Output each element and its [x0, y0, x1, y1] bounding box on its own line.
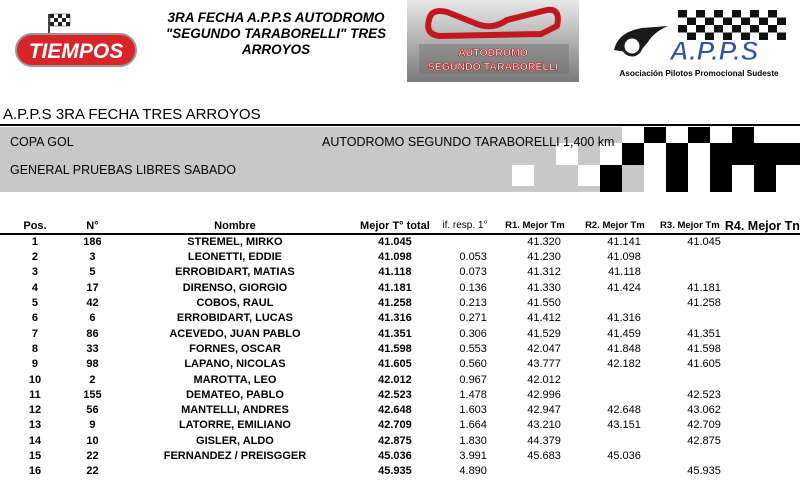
cell-name: STREMEL, MIRKO	[187, 236, 283, 248]
cell-num: 155	[83, 388, 102, 401]
cell-r2	[575, 296, 655, 311]
cell-pos: 4	[31, 281, 39, 294]
cell-num: 9	[89, 419, 96, 432]
autodromo-logo	[407, 0, 579, 82]
cell-best: 41.605	[378, 358, 412, 371]
table-row	[0, 234, 800, 250]
cell-r1	[495, 464, 575, 479]
cell-pos: 6	[31, 312, 39, 325]
col-pos: Pos.	[0, 218, 70, 234]
cell-num: 86	[86, 327, 99, 340]
cell-r2	[575, 372, 655, 387]
cell-pos: 15	[28, 450, 42, 462]
cell-r3: 41.045	[687, 236, 721, 248]
cell-diff	[435, 234, 495, 250]
cell-name: MAROTTA, LEO	[193, 373, 277, 386]
cell-name: ERROBIDART, LUCAS	[176, 312, 294, 325]
cell-r1: 41.312	[527, 266, 561, 279]
cell-r4	[725, 250, 800, 265]
cell-num: 17	[86, 281, 99, 294]
cell-pos: 9	[31, 358, 39, 371]
cell-best: 41.045	[378, 236, 412, 248]
svg-text:TIEMPOS: TIEMPOS	[28, 40, 124, 63]
svg-text:Asociación Pilotos Promocional: Asociación Pilotos Promocional Sudeste	[619, 69, 779, 78]
cell-num: 10	[86, 434, 99, 447]
cell-name: COBOS, RAUL	[196, 297, 274, 310]
cell-num: 6	[89, 312, 96, 325]
cell-r1: 43.210	[527, 419, 561, 432]
cell-best: 42.709	[378, 419, 412, 432]
svg-text:AUTODROMO: AUTODROMO	[458, 47, 528, 59]
cell-name: LAPANO, NICOLAS	[184, 358, 286, 371]
cell-r2	[575, 388, 655, 403]
cell-r4	[725, 449, 800, 464]
cell-diff: 1.478	[459, 388, 487, 401]
cell-diff: 3.991	[459, 450, 487, 462]
cell-num: 56	[86, 404, 99, 417]
cell-r3: 41.598	[687, 342, 721, 355]
cell-pos: 11	[29, 388, 41, 401]
svg-text:A.P.P.S: A.P.P.S	[669, 36, 759, 66]
cell-r2: 45.036	[607, 450, 641, 462]
apps-logo	[608, 6, 790, 82]
table-row	[0, 326, 800, 341]
table-row	[0, 357, 800, 372]
results-table	[0, 218, 800, 479]
table-row	[0, 342, 800, 357]
cell-name: MANTELLI, ANDRES	[181, 404, 289, 417]
cell-r4	[725, 311, 800, 326]
col-r3: R3. Mejor Tm	[655, 218, 725, 234]
cell-r3: 42.523	[687, 388, 721, 401]
cell-r2	[575, 434, 655, 449]
cell-r3: 41.258	[687, 297, 721, 310]
cell-best: 41.118	[378, 266, 412, 279]
table-header-row	[0, 218, 800, 234]
cell-r3	[655, 311, 725, 326]
cell-pos: 10	[28, 373, 42, 386]
col-r4: R4. Mejor Tn	[724, 218, 800, 233]
cell-r2: 41.424	[607, 281, 641, 294]
cell-diff: 0.271	[459, 312, 487, 325]
cell-diff: 1.830	[459, 434, 487, 447]
cell-r4	[725, 372, 800, 387]
cell-name: FERNANDEZ / PREISGGER	[163, 450, 307, 462]
cell-num: 3	[89, 251, 96, 264]
cell-diff: 1.664	[459, 419, 487, 432]
cell-r3	[655, 265, 725, 280]
cell-r2: 41.118	[608, 266, 641, 279]
cell-r3: 42.875	[687, 434, 721, 447]
cell-best: 41.258	[378, 297, 412, 310]
cell-best: 41.181	[378, 281, 412, 294]
table-row	[0, 403, 800, 418]
cell-r4	[725, 281, 800, 296]
cell-pos: 8	[31, 342, 39, 355]
cell-num: 98	[86, 358, 99, 371]
cell-r4	[725, 434, 800, 449]
cell-best: 42.012	[378, 373, 412, 386]
cell-r1: 41.330	[527, 281, 561, 294]
cell-r4	[725, 357, 800, 372]
cell-pos: 2	[31, 251, 39, 264]
cell-r1: 41.550	[527, 297, 561, 310]
cell-diff: 0.306	[459, 327, 487, 340]
cell-name: FORNES, OSCAR	[189, 342, 281, 355]
col-best: Mejor T° total	[355, 218, 435, 234]
cell-pos: 12	[28, 404, 42, 417]
cell-r1: 42.047	[527, 342, 561, 355]
cell-name: GISLER, ALDO	[196, 434, 274, 447]
cell-name	[115, 464, 355, 479]
cell-name: ACEVEDO, JUAN PABLO	[169, 327, 301, 340]
cell-diff: 0.073	[459, 266, 487, 279]
cell-best: 42.523	[378, 388, 412, 401]
cell-r2: 41.459	[607, 327, 641, 340]
col-r1: R1. Mejor Tm	[495, 218, 575, 234]
cell-r3	[655, 449, 725, 464]
table-row	[0, 449, 800, 464]
cell-pos: 1	[31, 236, 39, 248]
col-num: N°	[70, 218, 115, 234]
cell-num: 2	[89, 373, 96, 386]
cell-r2: 41.141	[607, 236, 641, 248]
cell-r4	[725, 265, 800, 280]
cell-best: 42.648	[378, 404, 412, 417]
cell-num: 186	[83, 236, 102, 248]
tiempos-logo	[14, 12, 138, 70]
cell-r3: 41.181	[687, 281, 721, 294]
cell-r3: 41.605	[687, 358, 721, 371]
cell-num: 42	[86, 297, 99, 310]
cell-name: LATORRE, EMILIANO	[178, 419, 291, 432]
cell-r1: 45.683	[527, 450, 561, 462]
cell-r4	[725, 326, 800, 341]
cell-r4	[725, 342, 800, 357]
table-row	[0, 250, 800, 265]
table-row	[0, 265, 800, 280]
cell-best: 41.316	[378, 312, 412, 325]
table-row	[0, 388, 800, 403]
cell-r3	[655, 372, 725, 387]
cell-diff: 0.967	[459, 373, 487, 386]
cell-diff: 4.890	[459, 465, 487, 478]
cell-r4	[725, 403, 800, 418]
cell-name: ERROBIDART, MATIAS	[175, 266, 295, 279]
table-row	[0, 296, 800, 311]
cell-best: 45.935	[378, 465, 412, 478]
cell-best: 42.875	[378, 434, 412, 447]
cell-pos: 14	[28, 434, 42, 447]
table-row	[0, 281, 800, 296]
svg-text:SEGUNDO TARABORELLI: SEGUNDO TARABORELLI	[427, 61, 559, 73]
cell-r1: 42.996	[527, 388, 561, 401]
cell-r2: 43.151	[607, 419, 641, 432]
event-title: A.P.P.S 3RA FECHA TRES ARROYOS	[0, 104, 800, 126]
cell-best: 41.598	[378, 342, 412, 355]
table-row	[0, 434, 800, 449]
cell-diff: 0.136	[459, 281, 487, 294]
cell-pos: 13	[28, 419, 42, 432]
cell-diff: 0.213	[459, 297, 487, 310]
cell-r1: 43.777	[527, 358, 561, 371]
cell-r4	[725, 296, 800, 311]
cell-name: LEONETTI, EDDIE	[187, 251, 283, 264]
cell-r4	[725, 388, 800, 403]
cell-r1: 42.012	[527, 373, 561, 386]
table-row	[0, 464, 800, 479]
cell-num: 22	[86, 450, 99, 462]
cell-r1: 41.412	[527, 312, 561, 325]
session-label: GENERAL PRUEBAS LIBRES SABADO	[10, 163, 237, 177]
cell-diff: 0.553	[459, 342, 487, 355]
cell-num: 5	[89, 266, 96, 279]
cell-r4	[725, 234, 800, 250]
cell-r2: 42.648	[607, 404, 641, 417]
table-row	[0, 418, 800, 433]
cell-r3: 42.709	[687, 419, 721, 432]
cell-num: 22	[86, 465, 99, 478]
col-diff: if. resp. 1°	[435, 218, 495, 234]
table-row	[0, 311, 800, 326]
cell-diff: 1.603	[459, 404, 487, 417]
cell-diff: 0.053	[459, 251, 487, 264]
cell-best: 41.351	[378, 327, 412, 340]
document-title: 3RA FECHA A.P.P.S AUTODROMO "SEGUNDO TARABORELLI" TRES ARROYOS	[165, 10, 387, 57]
cell-best: 45.036	[378, 450, 412, 462]
cell-pos: 7	[31, 327, 39, 340]
cell-best: 41.098	[378, 251, 412, 264]
cell-r1: 42.947	[527, 404, 561, 417]
cell-pos: 16	[28, 465, 42, 478]
event-info-band	[0, 127, 800, 192]
checkered-flag-icon	[48, 14, 70, 36]
col-r2: R2. Mejor Tm	[575, 218, 655, 234]
cell-r4	[725, 464, 800, 479]
cell-diff: 0.560	[459, 358, 487, 371]
circuit-label: AUTODROMO SEGUNDO TARABORELLI 1,400 km	[322, 135, 615, 149]
cell-num: 33	[86, 342, 99, 355]
cell-r1: 41.529	[527, 327, 561, 340]
cell-r3: 45.935	[687, 465, 721, 478]
col-name: Nombre	[115, 218, 355, 234]
cell-r2: 41.316	[607, 312, 641, 325]
cell-r3	[655, 250, 725, 265]
cell-r2: 42.182	[607, 358, 641, 371]
cell-r1: 41.320	[527, 236, 561, 248]
cell-name: DIRENSO, GIORGIO	[182, 281, 288, 294]
cell-name: DEMATEO, PABLO	[185, 388, 284, 401]
cell-r3: 43.062	[687, 404, 721, 417]
cell-r2: 41.098	[607, 251, 641, 264]
cell-r4	[725, 418, 800, 433]
cell-r1: 44.379	[527, 434, 561, 447]
cell-r2	[575, 464, 655, 479]
cell-r1: 41.230	[527, 251, 561, 264]
cell-pos: 3	[31, 266, 39, 279]
cell-pos: 5	[31, 297, 39, 310]
category-label: COPA GOL	[10, 135, 74, 149]
cell-r3: 41.351	[687, 327, 721, 340]
cell-r2: 41.848	[607, 342, 641, 355]
table-row	[0, 372, 800, 387]
